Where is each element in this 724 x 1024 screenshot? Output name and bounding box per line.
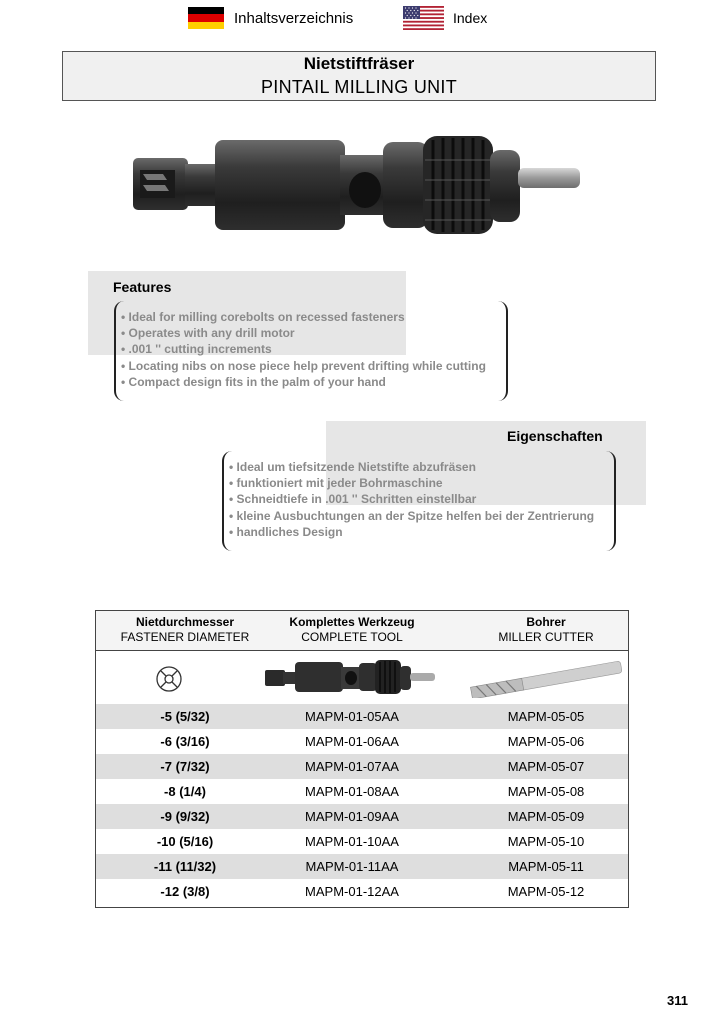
features-item: • .001 '' cutting increments	[121, 342, 272, 357]
eigenschaften-item: • kleine Ausbuchtungen an der Spitze helfen bei der Zentrierung	[229, 508, 595, 523]
page-title-box	[62, 51, 656, 101]
table-row	[96, 804, 628, 829]
cell-complete-tool: MAPM-01-12AA	[305, 884, 399, 899]
cell-fastener-diameter: -9 (9/32)	[160, 809, 210, 824]
complete-tool-thumbnail	[263, 658, 439, 696]
cell-fastener-diameter: -7 (7/32)	[160, 759, 210, 774]
nav-link-german-label[interactable]: Inhaltsverzeichnis	[234, 10, 354, 27]
cell-miller-cutter: MAPM-05-10	[507, 834, 585, 849]
eigenschaften-item: • Ideal um tiefsitzende Nietstifte abzufräsen	[229, 460, 476, 474]
table-row	[96, 854, 628, 879]
german-flag-icon[interactable]	[188, 7, 224, 29]
table-row	[96, 879, 628, 904]
cell-complete-tool: MAPM-01-11AA	[305, 859, 399, 874]
cell-fastener-diameter: -5 (5/32)	[160, 709, 210, 724]
cell-complete-tool: MAPM-01-08AA	[305, 784, 399, 799]
features-item: • Compact design fits in the palm of your hand	[121, 374, 386, 389]
features-list	[121, 309, 486, 390]
product-table	[95, 610, 629, 908]
cell-complete-tool: MAPM-01-05AA	[305, 709, 399, 724]
features-item: • Ideal for milling corebolts on recessed fasteners	[121, 310, 405, 324]
cell-miller-cutter: MAPM-05-05	[507, 709, 585, 724]
header-miller-cutter: Bohrer MILLER CUTTER	[498, 615, 594, 644]
features-heading: Features	[113, 279, 172, 295]
cell-miller-cutter: MAPM-05-09	[507, 809, 585, 824]
header-fastener-diameter: Nietdurchmesser FASTENER DIAMETER	[120, 615, 250, 644]
miller-cutter-thumbnail	[468, 658, 624, 698]
cell-complete-tool: MAPM-01-09AA	[305, 809, 399, 824]
cell-miller-cutter: MAPM-05-08	[507, 784, 585, 799]
cell-fastener-diameter: -8 (1/4)	[164, 784, 206, 799]
table-pictures-row	[96, 650, 628, 704]
features-item: • Locating nibs on nose piece help prevent drifting while cutting	[121, 358, 486, 373]
pintail-milling-unit-image	[125, 130, 585, 245]
cell-complete-tool: MAPM-01-07AA	[305, 759, 399, 774]
eigenschaften-item: • Schneidtiefe in .001 '' Schritten einstellbar	[229, 492, 477, 507]
fastener-diameter-icon	[155, 665, 183, 693]
cell-miller-cutter: MAPM-05-06	[507, 734, 585, 749]
cell-miller-cutter: MAPM-05-11	[508, 859, 584, 874]
cell-fastener-diameter: -10 (5/16)	[156, 834, 214, 849]
eigenschaften-item: • funktioniert mit jeder Bohrmaschine	[229, 476, 443, 491]
cell-complete-tool: MAPM-01-10AA	[305, 834, 399, 849]
table-row	[96, 779, 628, 804]
table-row	[96, 829, 628, 854]
cell-complete-tool: MAPM-01-06AA	[305, 734, 399, 749]
page-title-german: Nietstiftfräser	[303, 54, 415, 73]
us-flag-icon[interactable]	[403, 6, 444, 30]
eigenschaften-heading: Eigenschaften	[507, 428, 603, 444]
cell-miller-cutter: MAPM-05-12	[507, 884, 585, 899]
eigenschaften-item: • handliches Design	[229, 524, 343, 539]
header-complete-tool: Komplettes Werkzeug COMPLETE TOOL	[289, 615, 415, 644]
cell-fastener-diameter: -12 (3/8)	[160, 884, 210, 899]
cell-fastener-diameter: -11 (11/32)	[153, 859, 217, 874]
cell-fastener-diameter: -6 (3/16)	[160, 734, 210, 749]
nav-link-english-label[interactable]: Index	[453, 10, 488, 26]
table-header	[96, 611, 628, 651]
features-item: • Operates with any drill motor	[121, 326, 295, 341]
cell-miller-cutter: MAPM-05-07	[507, 759, 585, 774]
page-title-english: PINTAIL MILLING UNIT	[260, 77, 458, 97]
table-row	[96, 704, 628, 729]
page-number: 311	[667, 993, 688, 1008]
eigenschaften-list	[229, 459, 594, 540]
table-row	[96, 754, 628, 779]
table-row	[96, 729, 628, 754]
